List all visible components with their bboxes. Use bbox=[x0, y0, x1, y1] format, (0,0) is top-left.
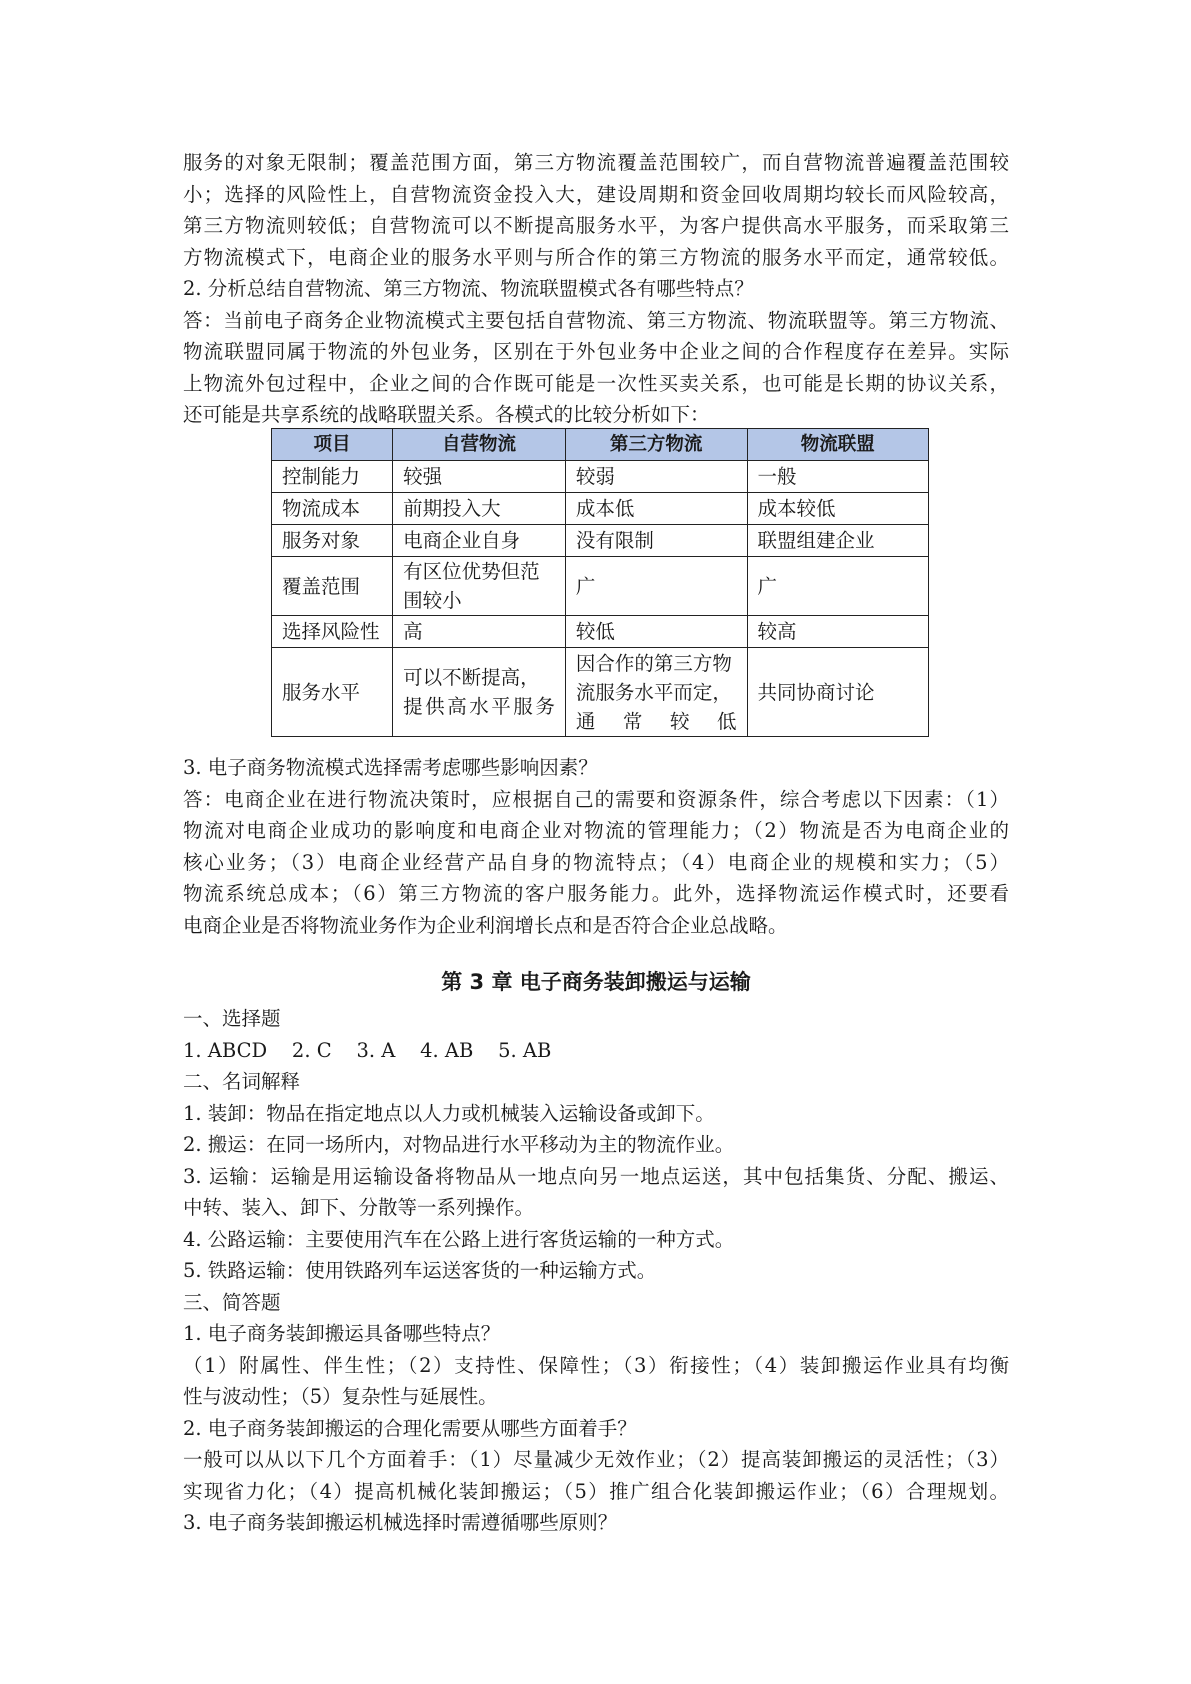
table-cell: 成本低 bbox=[565, 493, 747, 525]
table-cell: 较高 bbox=[747, 616, 928, 648]
question-heading: 2. 电子商务装卸搬运的合理化需要从哪些方面着手？ bbox=[183, 1416, 637, 1440]
paragraph-line: 第三方物流则较低；自营物流可以不断提高服务水平，为客户提供高水平服务，而采取第三 bbox=[183, 214, 1009, 237]
definition-line: 2. 搬运：在同一场所内，对物品进行水平移动为主的物流作业。 bbox=[183, 1133, 735, 1156]
comparison-table bbox=[271, 428, 929, 737]
paragraph-line: 性与波动性；（5）复杂性与延展性。 bbox=[183, 1385, 498, 1408]
table-cell: 控制能力 bbox=[272, 461, 393, 493]
after-table-paragraphs bbox=[183, 752, 1009, 941]
paragraph-line: 答：当前电子商务企业物流模式主要包括自营物流、第三方物流、物流联盟等。第三方物流、 bbox=[183, 308, 1009, 332]
table-cell: 没有限制 bbox=[565, 525, 747, 557]
chapter-body bbox=[183, 1003, 1009, 1539]
table-cell: 有区位优势但范围较小 bbox=[393, 557, 566, 616]
paragraph-line: 物流系统总成本；（6）第三方物流的客户服务能力。此外，选择物流运作模式时，还要看 bbox=[183, 882, 1009, 905]
definition-line: 4. 公路运输：主要使用汽车在公路上进行客货运输的一种方式。 bbox=[183, 1227, 735, 1251]
question-heading: 3. 电子商务装卸搬运机械选择时需遵循哪些原则？ bbox=[183, 1511, 618, 1534]
question-heading: 1. 电子商务装卸搬运具备哪些特点？ bbox=[183, 1322, 501, 1345]
section-heading: 二、名词解释 bbox=[183, 1070, 301, 1093]
top-paragraphs bbox=[183, 147, 1009, 431]
table-cell: 联盟组建企业 bbox=[747, 525, 928, 557]
table-cell: 服务水平 bbox=[272, 648, 393, 737]
table-cell: 选择风险性 bbox=[272, 616, 393, 648]
definition-line: 1. 装卸：物品在指定地点以人力或机械装入运输设备或卸下。 bbox=[183, 1101, 715, 1125]
table-cell: 成本较低 bbox=[747, 493, 928, 525]
paragraph-line: 还可能是共享系统的战略联盟关系。各模式的比较分析如下： bbox=[183, 403, 710, 426]
paragraph-line: 方物流模式下，电商企业的服务水平则与所合作的第三方物流的服务水平而定，通常较低。 bbox=[183, 245, 1009, 269]
paragraph-line: （1）附属性、伴生性；（2）支持性、保障性；（3）衔接性；（4）装卸搬运作业具有均衡 bbox=[183, 1353, 1009, 1377]
definition-line: 中转、装入、卸下、分散等一系列操作。 bbox=[183, 1196, 535, 1219]
table-header-row bbox=[272, 429, 929, 461]
table-header-cell: 第三方物流 bbox=[565, 429, 747, 461]
answer-line: 1. ABCD 2. C 3. A 4. AB 5. AB bbox=[183, 1038, 552, 1062]
paragraph-line: 一般可以从以下几个方面着手：（1）尽量减少无效作业；（2）提高装卸搬运的灵活性；（3） bbox=[183, 1448, 1009, 1471]
table-cell: 覆盖范围 bbox=[272, 557, 393, 616]
table-cell: 物流成本 bbox=[272, 493, 393, 525]
table-row bbox=[272, 616, 929, 648]
paragraph-line: 物流对电商企业成功的影响度和电商企业对物流的管理能力；（2）物流是否为电商企业的 bbox=[183, 819, 1009, 842]
table-cell: 较低 bbox=[565, 616, 747, 648]
table-row bbox=[272, 461, 929, 493]
definition-line: 5. 铁路运输：使用铁路列车运送客货的一种运输方式。 bbox=[183, 1259, 657, 1282]
table-cell: 前期投入大 bbox=[393, 493, 566, 525]
chapter-title: 第 3 章 电子商务装卸搬运与运输 bbox=[441, 970, 751, 994]
table-row bbox=[272, 648, 929, 737]
table-cell: 一般 bbox=[747, 461, 928, 493]
table-cell: 共同协商讨论 bbox=[747, 648, 928, 737]
table-cell: 较弱 bbox=[565, 461, 747, 493]
section-heading: 三、简答题 bbox=[183, 1290, 281, 1314]
table-cell: 因合作的第三方物流服务水平而定，通常较低 bbox=[565, 648, 747, 737]
paragraph-line: 核心业务；（3）电商企业经营产品自身的物流特点；（4）电商企业的规模和实力；（5） bbox=[183, 850, 1009, 874]
paragraph-line: 小；选择的风险性上，自营物流资金投入大，建设周期和资金回收周期均较长而风险较高， bbox=[183, 182, 1009, 206]
table-cell: 广 bbox=[747, 557, 928, 616]
definition-line: 3. 运输：运输是用运输设备将物品从一地点向另一地点运送，其中包括集货、分配、搬运、 bbox=[183, 1164, 1009, 1188]
table-header-cell: 自营物流 bbox=[393, 429, 566, 461]
table-row bbox=[272, 557, 929, 616]
question-heading: 3. 电子商务物流模式选择需考虑哪些影响因素？ bbox=[183, 756, 598, 779]
section-heading: 一、选择题 bbox=[183, 1007, 281, 1030]
table-row bbox=[272, 525, 929, 557]
table-cell: 高 bbox=[393, 616, 566, 648]
paragraph-line: 服务的对象无限制；覆盖范围方面，第三方物流覆盖范围较广，而自营物流普遍覆盖范围较 bbox=[183, 151, 1009, 174]
table-header-cell: 项目 bbox=[272, 429, 393, 461]
paragraph-line: 实现省力化；（4）提高机械化装卸搬运；（5）推广组合化装卸搬运作业；（6）合理规划。 bbox=[183, 1479, 1009, 1503]
table-cell: 电商企业自身 bbox=[393, 525, 566, 557]
table-cell: 广 bbox=[565, 557, 747, 616]
table-cell: 可以不断提高，提供高水平服务 bbox=[393, 648, 566, 737]
paragraph-line: 上物流外包过程中，企业之间的合作既可能是一次性买卖关系，也可能是长期的协议关系， bbox=[183, 371, 1009, 395]
table-cell: 服务对象 bbox=[272, 525, 393, 557]
paragraph-line: 物流联盟同属于物流的外包业务，区别在于外包业务中企业之间的合作程度存在差异。实际 bbox=[183, 340, 1009, 363]
table-header-cell: 物流联盟 bbox=[747, 429, 928, 461]
question-heading: 2. 分析总结自营物流、第三方物流、物流联盟模式各有哪些特点？ bbox=[183, 277, 754, 300]
table-row bbox=[272, 493, 929, 525]
paragraph-line: 电商企业是否将物流业务作为企业利润增长点和是否符合企业总战略。 bbox=[183, 913, 788, 937]
paragraph-line: 答：电商企业在进行物流决策时，应根据自己的需要和资源条件，综合考虑以下因素：（1） bbox=[183, 787, 1009, 811]
table-cell: 较强 bbox=[393, 461, 566, 493]
